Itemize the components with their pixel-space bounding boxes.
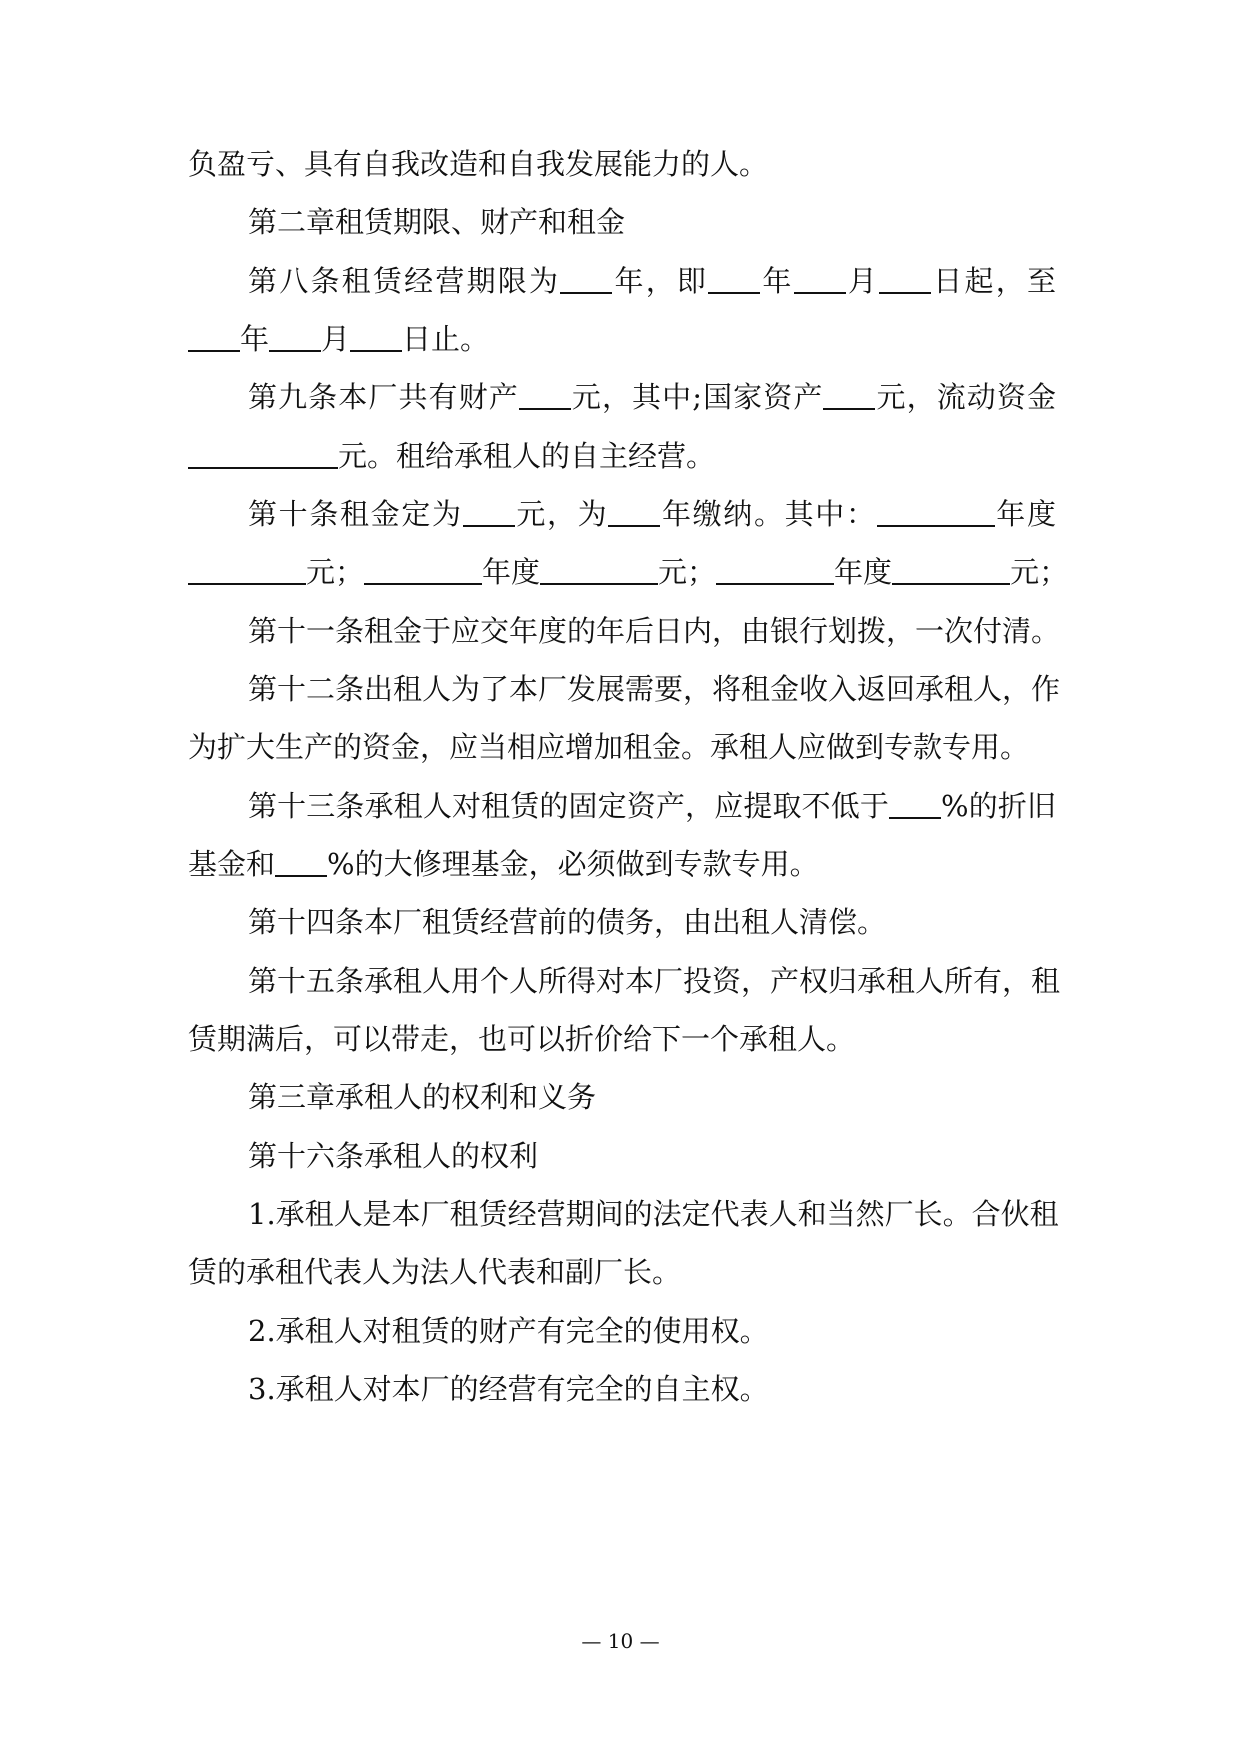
fill-blank: [519, 378, 571, 410]
fill-blank: [269, 320, 321, 352]
fill-blank: [608, 495, 660, 527]
fill-blank: [708, 262, 760, 294]
article-15-line-1: 第十五条承租人用个人所得对本厂投资，产权归承租人所有，租: [248, 964, 1061, 998]
fill-blank: [350, 320, 402, 352]
article-8-line-2: 年 月 日止。: [188, 317, 1056, 361]
fill-blank: [823, 378, 875, 410]
fill-blank: [716, 553, 834, 585]
list-item-1-line-1: 1.承租人是本厂租赁经营期间的法定代表人和当然厂长。合伙租: [248, 1197, 1059, 1231]
fill-blank: [889, 787, 941, 819]
fill-blank: [463, 495, 515, 527]
article-8-line-1: 第八条租赁经营期限为 年，即 年 月 日起，至: [248, 264, 1056, 298]
chapter-heading: 第三章承租人的权利和义务: [248, 1080, 597, 1114]
page-number: — 10 —: [581, 1629, 660, 1653]
list-item-3: 3.承租人对本厂的经营有完全的自主权。: [248, 1372, 769, 1406]
fill-blank: [275, 845, 327, 877]
fill-blank: [560, 262, 612, 294]
fill-blank: [794, 262, 846, 294]
fill-blank: [364, 553, 482, 585]
article-9-line-1: 第九条本厂共有财产 元，其中;国家资产 元，流动资金: [248, 380, 1056, 414]
article-14: 第十四条本厂租赁经营前的债务，由出租人清偿。: [248, 905, 887, 939]
fill-blank: [879, 262, 931, 294]
article-15-line-2: 赁期满后，可以带走，也可以折价给下一个承租人。: [188, 1022, 856, 1056]
article-9-line-2: 元。租给承租人的自主经营。: [188, 434, 1056, 478]
article-13-line-2: 基金和 %的大修理基金，必须做到专款专用。: [188, 847, 819, 881]
list-item-2: 2.承租人对租赁的财产有完全的使用权。: [248, 1314, 769, 1348]
article-10-line-2: 元； 年度 元； 年度 元；: [188, 550, 1056, 594]
article-13-line-1: 第十三条承租人对租赁的固定资产，应提取不低于 %的折旧: [248, 789, 1056, 823]
fill-blank: [892, 553, 1010, 585]
fill-blank: [188, 553, 306, 585]
article-16: 第十六条承租人的权利: [248, 1139, 539, 1173]
article-12-line-1: 第十二条出租人为了本厂发展需要，将租金收入返回承租人，作: [248, 672, 1061, 706]
fill-blank: [877, 495, 995, 527]
fill-blank: [188, 320, 240, 352]
fill-blank: [540, 553, 658, 585]
list-item-1-line-2: 赁的承租代表人为法人代表和副厂长。: [188, 1255, 682, 1289]
article-11: 第十一条租金于应交年度的年后日内，由银行划拨，一次付清。: [248, 614, 1061, 648]
chapter-heading: 第二章租赁期限、财产和租金: [248, 205, 626, 239]
paragraph-line: 负盈亏、具有自我改造和自我发展能力的人。: [188, 147, 769, 181]
article-12-line-2: 为扩大生产的资金，应当相应增加租金。承租人应做到专款专用。: [188, 730, 1030, 764]
fill-blank: [188, 437, 338, 469]
article-10-line-1: 第十条租金定为 元，为 年缴纳。其中： 年度: [248, 497, 1056, 531]
